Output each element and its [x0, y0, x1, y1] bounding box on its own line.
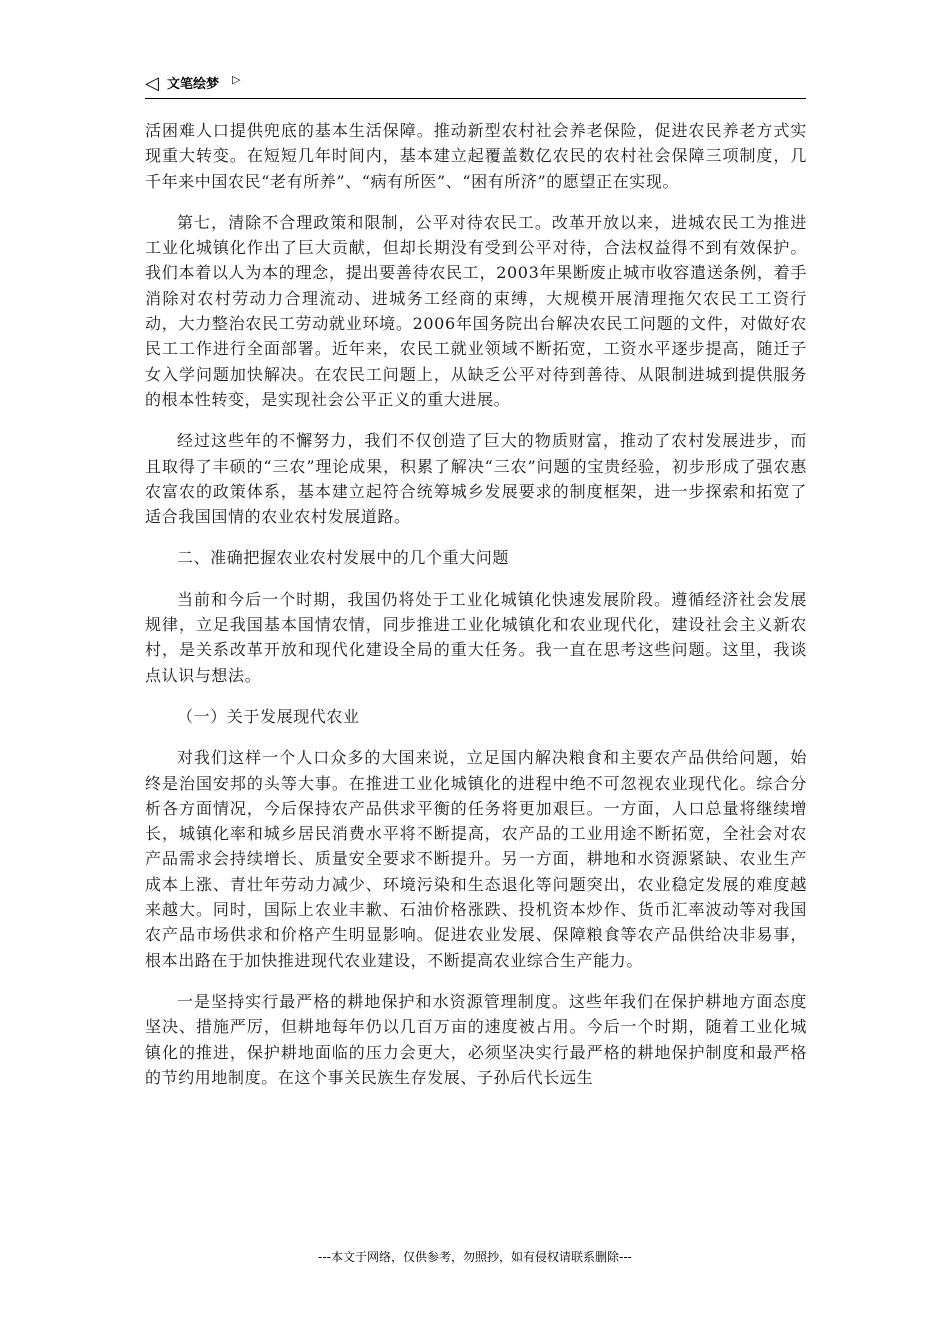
triangle-right-icon: ▷ [232, 73, 241, 86]
brand-name: 文笔绘梦 [167, 77, 220, 92]
triangle-left-icon: ◁ [145, 73, 159, 94]
page-footer: ---本文于网络，仅供参考，勿照抄，如有侵权请联系删除--- [318, 1250, 632, 1264]
paragraph-summary: 经过这些年的不懈努力，我们不仅创造了巨大的物质财富，推动了农村发展进步，而且取得了丰硕的“三农”理论成果，积累了解决“三农”问题的宝贵经验，初步形成了强农惠农富农的政策体系，基本建立起符合统筹城乡发展要求的制度框架，进一步探索和拓宽了适合我国国情的农业农村发展道路。 [145, 431, 807, 527]
section-heading: 二、准确把握农业农村发展中的几个重大问题 [177, 548, 510, 568]
subsection-heading: （一）关于发展现代农业 [177, 706, 360, 726]
paragraph-seventh: 第七，清除不合理政策和限制，公平对待农民工。改革开放以来，进城农民工为推进工业化城镇化作出了巨大贡献，但却长期没有受到公平对待，合法权益得不到有效保护。我们本着以人为本的理念，提出要善待农民工，2003年果断废止城市收容遣送条例，着手消除对农村劳动力合理流动、进城务工经商的束缚，大规模开展清理拖欠农民工工资行动，大力整治农民工劳动就业环境。2006年国务院出台解决农民工问题的文件，对做好农民工工作进行全面部署。近年来，农民工就业领域不断拓宽，工资水平逐步提高，随迁子女入学问题加快解决。在农民工问题上，从缺乏公平对待到善待、从限制进城到提供服务的根本性转变，是实现社会公平正义的重大进展。 [145, 212, 807, 409]
paragraph-intro: 当前和今后一个时期，我国仍将处于工业化城镇化快速发展阶段。遵循经济社会发展规律，立足我国基本国情农情，同步推进工业化城镇化和农业现代化，建设社会主义新农村，是关系改革开放和现代化建设全局的重大任务。我一直在思考这些问题。这里，我谈点认识与想法。 [145, 589, 807, 685]
page-header [145, 72, 806, 99]
document-body [145, 118, 807, 1090]
paragraph-farmland: 一是坚持实行最严格的耕地保护和水资源管理制度。这些年我们在保护耕地方面态度坚决、措施严厉，但耕地每年仍以几百万亩的速度被占用。今后一个时期，随着工业化城镇化的推进，保护耕地面临的压力会更大，必须坚决实行最严格的耕地保护制度和最严格的节约用地制度。在这个事关民族生存发展、子孙后代长远生 [145, 991, 807, 1087]
paragraph-agriculture: 对我们这样一个人口众多的大国来说，立足国内解决粮食和主要农产品供给问题，始终是治国安邦的头等大事。在推进工业化城镇化的进程中绝不可忽视农业现代化。综合分析各方面情况，今后保持农产品供求平衡的任务将更加艰巨。一方面，人口总量将继续增长，城镇化率和城乡居民消费水平将不断提高，农产品的工业用途不断拓宽，全社会对农产品需求会持续增长、质量安全要求不断提升。另一方面，耕地和水资源紧缺、农业生产成本上涨、青壮年劳动力减少、环境污染和生态退化等问题突出，农业稳定发展的难度越来越大。同时，国际上农业丰歉、石油价格涨跌、投机资本炒作、货币汇率波动等对我国农产品市场供求和价格产生明显影响。促进农业发展、保障粮食等农产品供给决非易事，根本出路在于加快推进现代农业建设，不断提高农业综合生产能力。 [145, 748, 807, 970]
paragraph-continued: 活困难人口提供兜底的基本生活保障。推动新型农村社会养老保险，促进农民养老方式实现重大转变。在短短几年时间内，基本建立起覆盖数亿农民的农村社会保障三项制度，几千年来中国农民“老有所养”、“病有所医”、“困有所济”的愿望正在实现。 [145, 121, 807, 191]
